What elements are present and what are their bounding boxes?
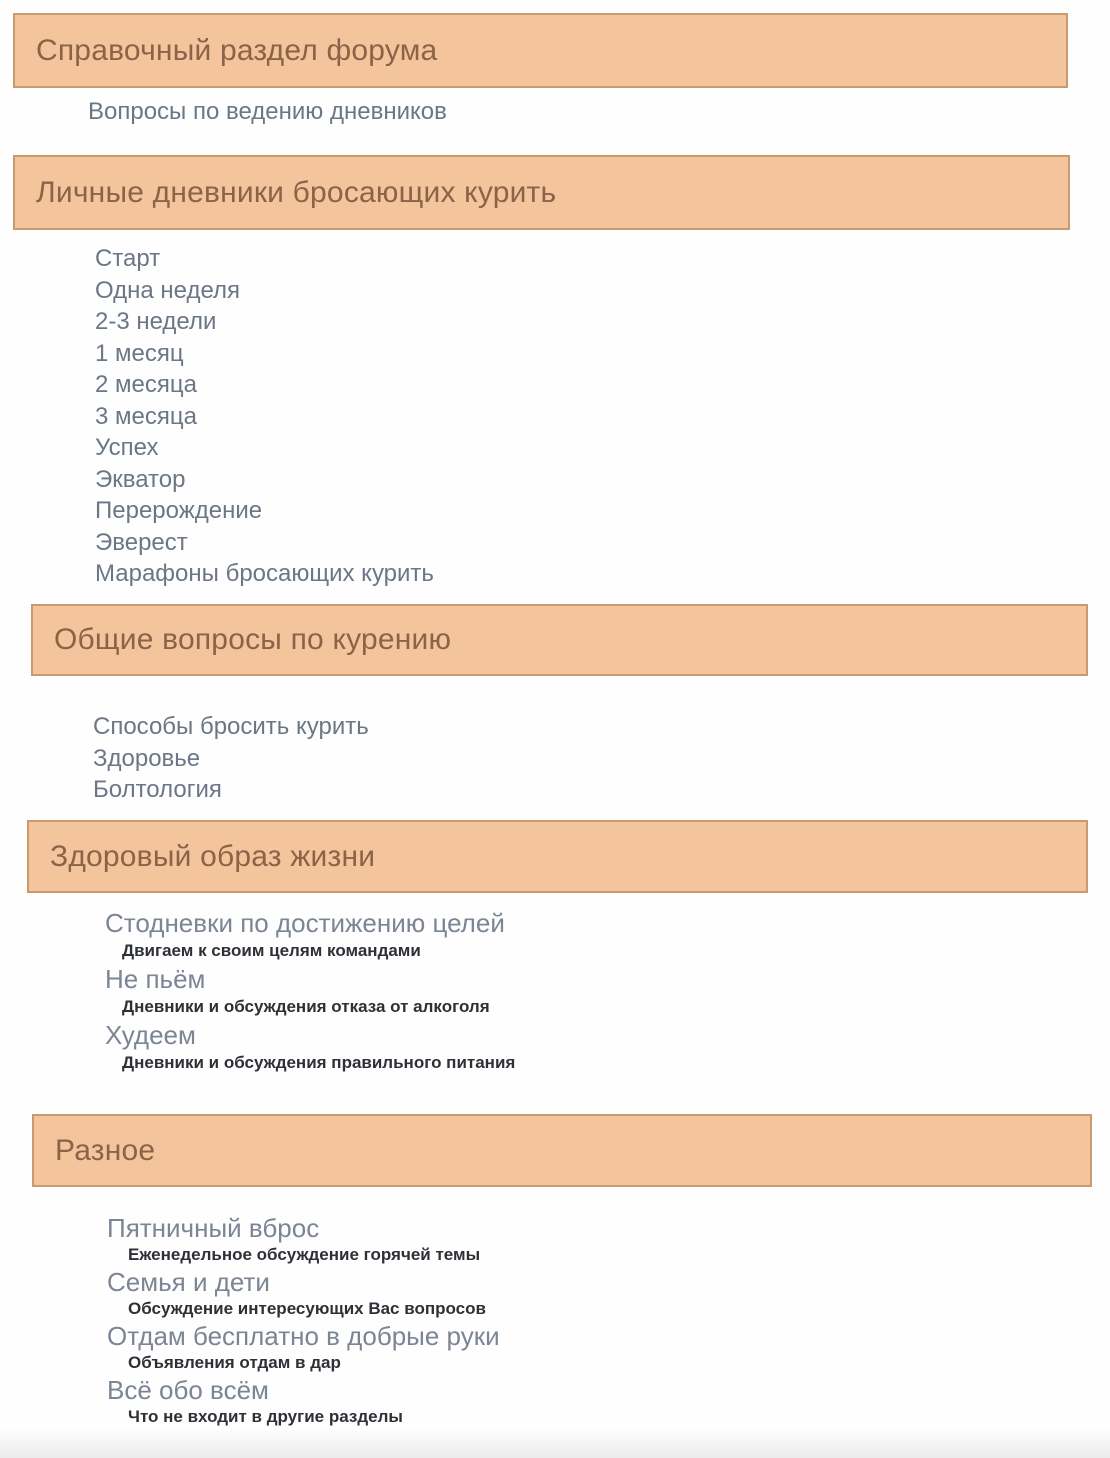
forum-link[interactable]: 2-3 недели <box>95 308 217 335</box>
category-bar-healthy-lifestyle <box>27 820 1088 893</box>
category-bar-reference-section <box>13 13 1068 88</box>
forum-link[interactable]: Стодневки по достижению целей <box>105 908 505 938</box>
category-title: Разное <box>55 1133 156 1167</box>
forum-link[interactable]: 3 месяца <box>95 402 197 430</box>
forum-link[interactable]: Марафоны бросающих курить <box>95 560 434 587</box>
forum-link[interactable]: Пятничный вброс <box>107 1213 320 1243</box>
forum-link[interactable]: Успех <box>95 434 159 461</box>
forum-link-description: Что не входит в другие разделы <box>128 1407 403 1426</box>
forum-link-description: Дневники и обсуждения правильного питания <box>122 1053 516 1072</box>
forum-link[interactable]: Здоровье <box>93 744 201 772</box>
forum-link[interactable]: Болтология <box>93 776 222 803</box>
forum-link-description: Двигаем к своим целям командами <box>122 941 421 960</box>
forum-link[interactable]: Не пьём <box>105 964 206 994</box>
forum-list-general-smoking <box>93 711 369 806</box>
forum-link[interactable]: Эверест <box>95 528 188 556</box>
forum-link-description: Объявления отдам в дар <box>128 1353 341 1372</box>
forum-link[interactable]: Перерождение <box>95 497 263 524</box>
forum-link[interactable]: Всё обо всём <box>107 1375 269 1405</box>
category-bar-general-smoking <box>31 604 1088 676</box>
forum-link[interactable]: Способы бросить курить <box>93 713 369 740</box>
category-bar-misc <box>32 1114 1092 1187</box>
forum-link[interactable]: Семья и дети <box>107 1267 270 1297</box>
forum-link-description: Обсуждение интересующих Вас вопросов <box>128 1299 486 1318</box>
forum-list-healthy-lifestyle <box>105 908 515 1076</box>
forum-link[interactable]: 2 месяца <box>95 371 197 398</box>
forum-link[interactable]: Худеем <box>105 1020 196 1050</box>
bottom-edge-shade <box>0 1430 1110 1458</box>
forum-link[interactable]: Вопросы по ведению дневников <box>88 98 447 125</box>
category-title: Справочный раздел форума <box>36 33 438 67</box>
forum-list-personal-diaries <box>95 243 434 590</box>
forum-link[interactable]: Старт <box>95 245 161 272</box>
category-title: Личные дневники бросающих курить <box>36 175 557 209</box>
forum-link-description: Еженедельное обсуждение горячей темы <box>128 1245 481 1264</box>
forum-link-description: Дневники и обсуждения отказа от алкоголя <box>122 997 490 1016</box>
forum-link[interactable]: 1 месяц <box>95 339 184 367</box>
forum-list-misc <box>107 1213 500 1429</box>
forum-link[interactable]: Одна неделя <box>95 276 241 304</box>
category-title: Общие вопросы по курению <box>54 623 452 656</box>
forum-list-reference-section <box>88 96 447 128</box>
category-bar-personal-diaries <box>13 155 1070 230</box>
forum-link[interactable]: Экватор <box>95 465 186 493</box>
forum-link[interactable]: Отдам бесплатно в добрые руки <box>107 1321 500 1351</box>
category-title: Здоровый образ жизни <box>50 839 376 873</box>
